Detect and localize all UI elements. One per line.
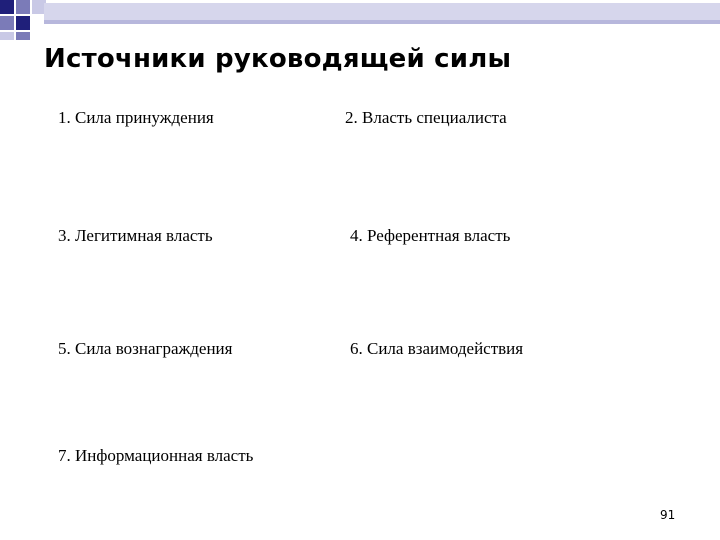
corner-decoration bbox=[0, 0, 720, 40]
list-item-4: 4. Референтная власть bbox=[350, 226, 511, 245]
list-item-7: 7. Информационная власть bbox=[58, 446, 254, 465]
list-item-6: 6. Сила взаимодействия bbox=[350, 339, 524, 358]
list-item-2: 2. Власть специалиста bbox=[345, 108, 507, 127]
list-item-3: 3. Легитимная власть bbox=[58, 226, 213, 245]
list-item-1: 1. Сила принуждения bbox=[58, 108, 214, 127]
slide-title: Источники руководящей силы bbox=[44, 44, 512, 74]
list-item-5: 5. Сила вознаграждения bbox=[58, 339, 233, 358]
page-number: 91 bbox=[660, 508, 676, 522]
